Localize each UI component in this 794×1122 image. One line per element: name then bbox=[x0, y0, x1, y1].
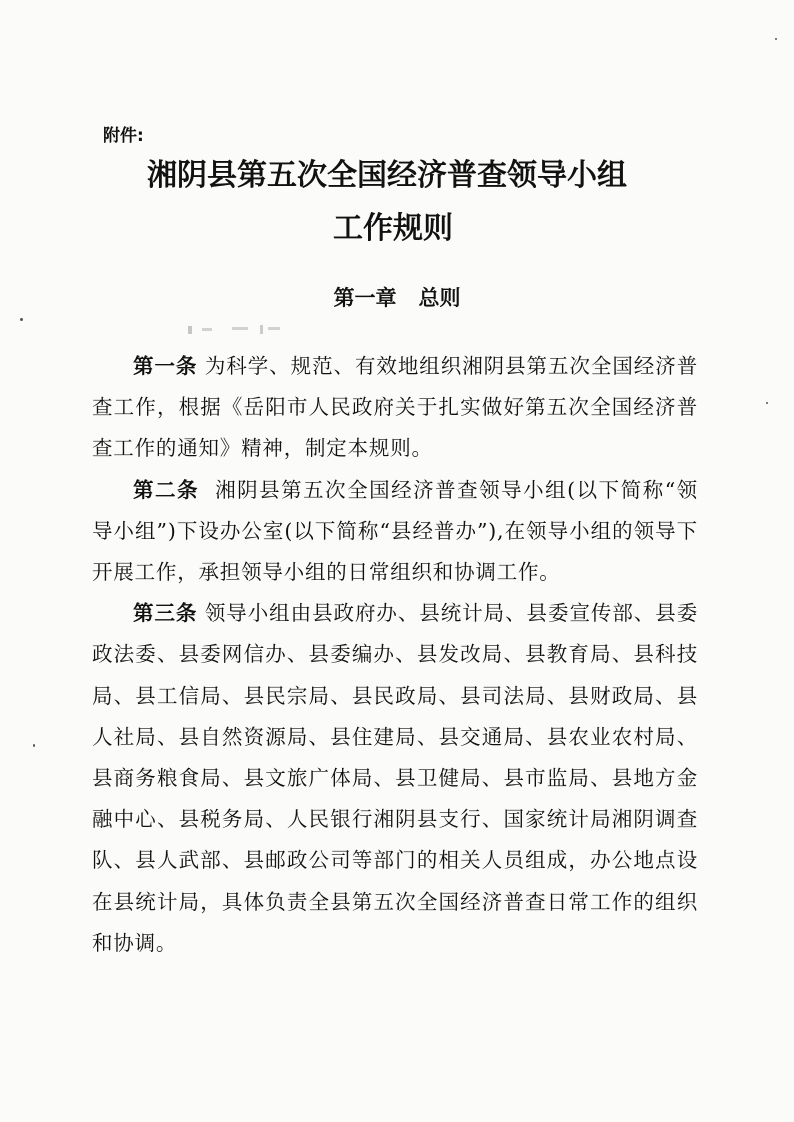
article-2 bbox=[92, 470, 698, 594]
chapter-name: 总则 bbox=[418, 286, 461, 310]
scan-speck bbox=[33, 744, 35, 747]
article-3 bbox=[92, 593, 698, 964]
chapter-number: 第一章 bbox=[333, 286, 397, 310]
scan-noise-mark bbox=[188, 322, 298, 336]
article-3-label: 第三条 bbox=[133, 601, 198, 626]
scan-speck bbox=[775, 38, 777, 40]
chapter-heading bbox=[0, 282, 794, 312]
article-2-text: 湘阴县第五次全国经济普查领导小组(以下简称“领导小组”)下设办公室(以下简称“县经普办”),在领导小组的领导下开展工作，承担领导小组的日常组织和协调工作。 bbox=[92, 477, 698, 585]
article-3-text: 领导小组由县政府办、县统计局、县委宣传部、县委政法委、县委网信办、县委编办、县发改局、县教育局、县科技局、县工信局、县民宗局、县民政局、县司法局、县财政局、县人社局、县自然资源局、县住建局、县交通局、县农业农村局、县商务粮食局、县文旅广体局、县卫健局、县市监局、县地方金融中心、县税务局、人民银行湘阴县支行、国家统计局湘阴调查队、县人武部、县邮政公司等部门的相关人员组成，办公地点设在县统计局，具体负责全县第五次全国经济普查日常工作的组织和协调。 bbox=[92, 601, 698, 955]
scan-speck bbox=[766, 402, 768, 404]
article-2-label: 第二条 bbox=[133, 477, 200, 502]
document-body bbox=[92, 346, 698, 964]
scan-speck bbox=[20, 318, 23, 321]
document-title-line-2: 工作规则 bbox=[333, 211, 453, 246]
document-title-line-1: 湘阴县第五次全国经济普查领导小组 bbox=[147, 158, 627, 193]
article-1 bbox=[92, 346, 698, 470]
article-1-text: 为科学、规范、有效地组织湘阴县第五次全国经济普查工作，根据《岳阳市人民政府关于扎实做好第五次全国经济普查工作的通知》精神，制定本规则。 bbox=[92, 354, 698, 461]
attachment-label: 附件: bbox=[103, 126, 144, 146]
article-1-label: 第一条 bbox=[133, 354, 198, 378]
